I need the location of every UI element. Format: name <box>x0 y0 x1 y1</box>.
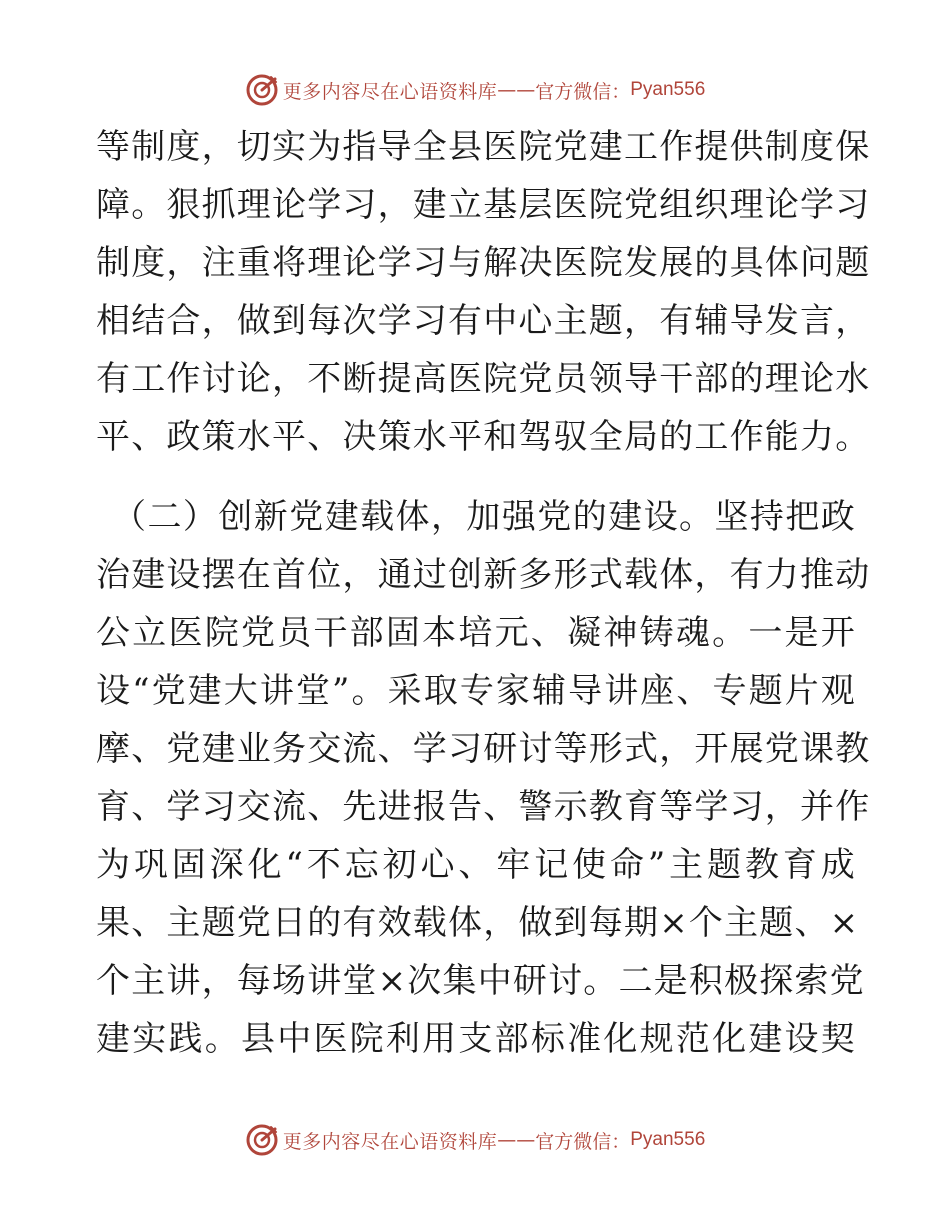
text-line: 治建设摆在首位，通过创新多形式载体，有力推动 <box>96 555 871 595</box>
text-line: 果、主题党日的有效载体，做到每期×个主题、× <box>96 903 860 943</box>
banner-wechat-label: 官方微信： <box>535 1130 631 1153</box>
text-line: 平、政策水平、决策水平和驾驭全局的工作能力。 <box>96 417 871 457</box>
banner-main-text: 更多内容尽在心语资料库 <box>282 1130 498 1153</box>
banner-wechat-id: Pyan556 <box>630 79 706 100</box>
paragraph-spacer <box>96 466 856 488</box>
text-line: 为巩固深化“不忘初心、牢记使命”主题教育成 <box>96 845 856 885</box>
footer-watermark-banner <box>0 1120 950 1160</box>
banner-dash: —— <box>497 1129 536 1151</box>
header-watermark-banner <box>0 70 950 110</box>
text-line: 建实践。县中医院利用支部标准化规范化建设契 <box>96 1019 856 1059</box>
paragraph-1 <box>96 118 871 466</box>
banner-wechat-label: 官方微信： <box>535 80 631 103</box>
text-line: 障。狠抓理论学习，建立基层医院党组织理论学习 <box>96 185 871 225</box>
text-line: 育、学习交流、先进报告、警示教育等学习，并作 <box>96 787 871 827</box>
text-line: （二）创新党建载体，加强党的建设。坚持把政 <box>112 497 856 537</box>
text-line: 制度，注重将理论学习与解决医院发展的具体问题 <box>96 243 871 283</box>
text-line: 公立医院党员干部固本培元、凝神铸魂。一是开 <box>96 613 856 653</box>
paragraph-2 <box>96 488 871 1068</box>
text-line: 个主讲，每场讲堂×次集中研讨。二是积极探索党 <box>96 961 865 1001</box>
text-line: 摩、党建业务交流、学习研讨等形式，开展党课教 <box>96 729 871 769</box>
brand-logo-icon <box>245 1123 279 1157</box>
text-line: 设“党建大讲堂”。采取专家辅导讲座、专题片观 <box>96 671 856 711</box>
text-line: 相结合，做到每次学习有中心主题，有辅导发言， <box>96 301 871 341</box>
banner-wechat-id: Pyan556 <box>630 1129 706 1150</box>
banner-main-text: 更多内容尽在心语资料库 <box>282 80 498 103</box>
text-line: 有工作讨论，不断提高医院党员领导干部的理论水 <box>96 359 871 399</box>
text-line: 等制度，切实为指导全县医院党建工作提供制度保 <box>96 127 871 167</box>
banner-dash: —— <box>497 79 536 101</box>
brand-logo-icon <box>245 73 279 107</box>
document-body <box>96 118 871 1068</box>
